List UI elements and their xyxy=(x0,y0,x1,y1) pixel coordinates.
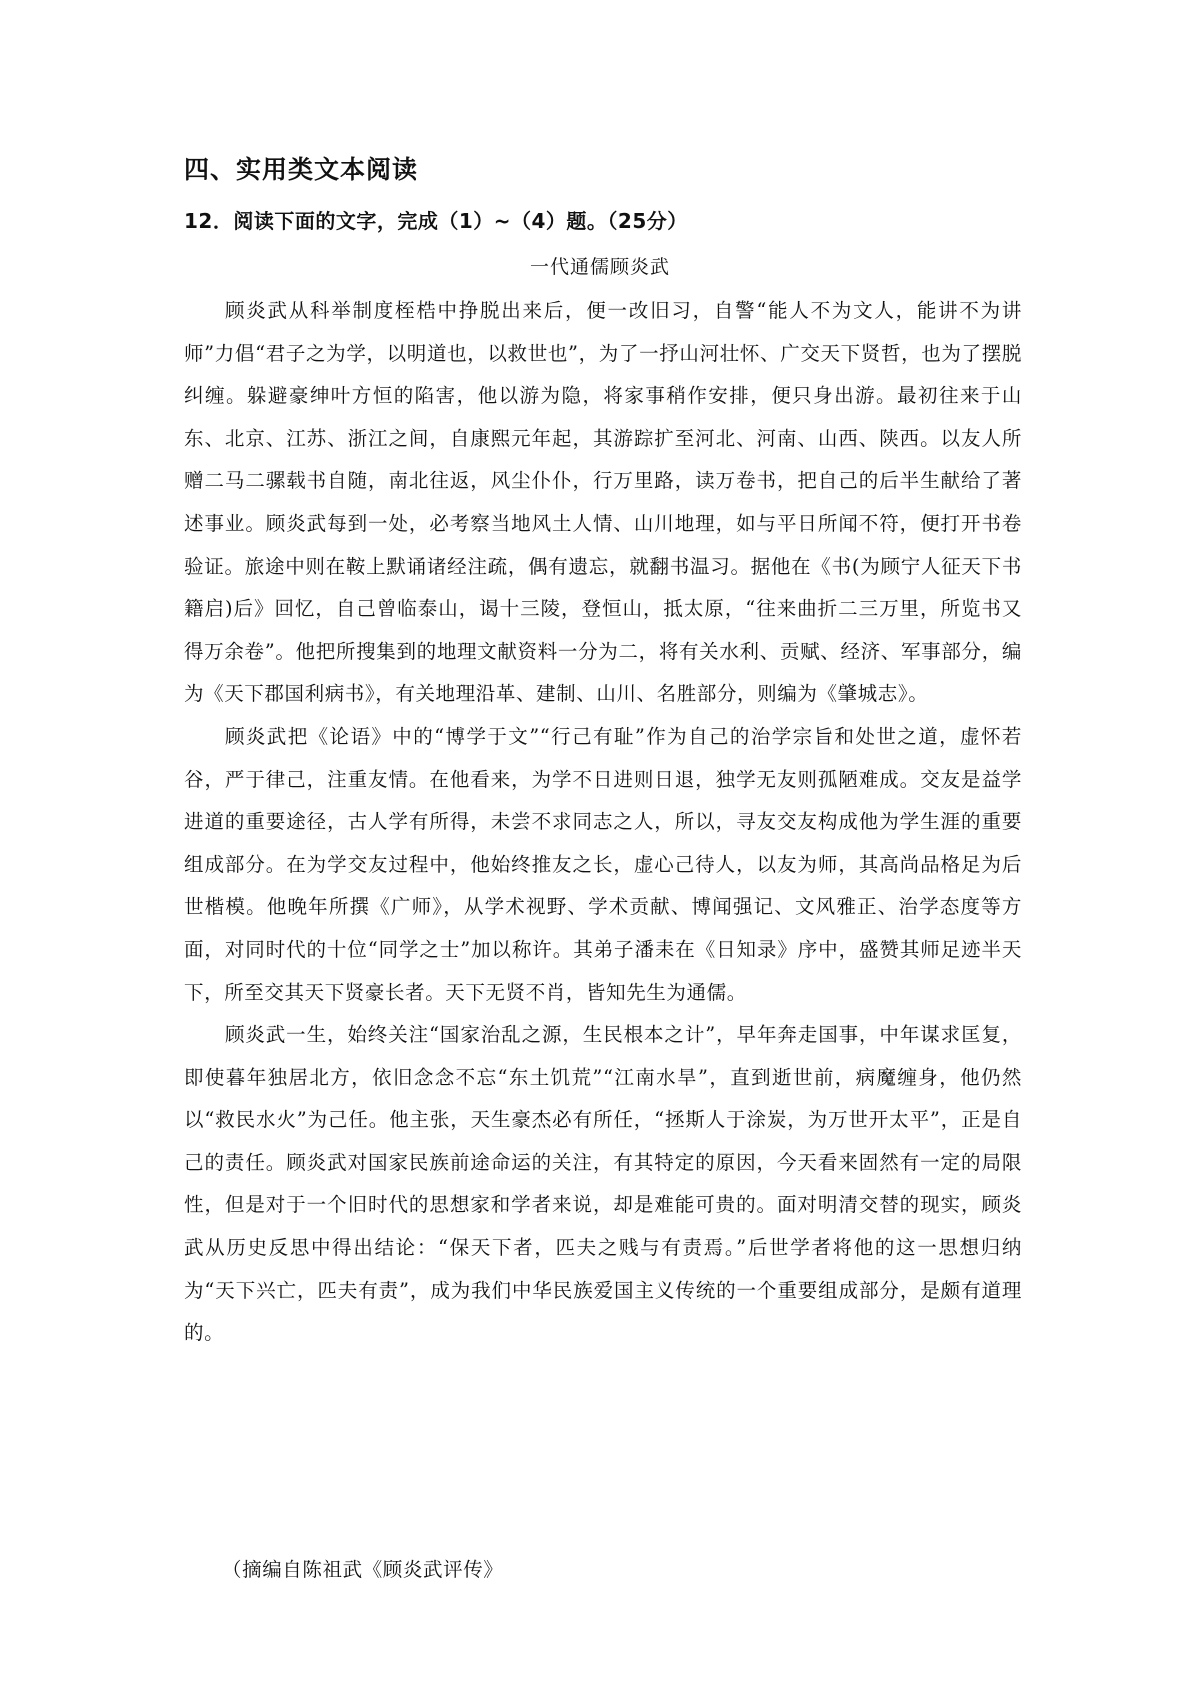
article-body xyxy=(184,290,1022,1355)
article-title: 一代通儒顾炎武 xyxy=(529,256,670,278)
paragraph: 顾炎武把《论语》中的“博学于文”“行己有耻”作为自己的治学宗旨和处世之道，虚怀若谷，严于律己，注重友情。在他看来，为学不日进则日退，独学无友则孤陋难成。交友是益学进道的重要途径，古人学有所得，未尝不求同志之人，所以，寻友交友构成他为学生涯的重要组成部分。在为学交友过程中，他始终推友之长，虚心己待人，以友为师，其高尚品格足为后世楷模。他晚年所撰《广师》，从学术视野、学术贡献、博闻强记、文风雅正、治学态度等方面，对同时代的十位“同学之士”加以称许。其弟子潘耒在《日知录》序中，盛赞其师足迹半天下，所至交其天下贤豪长者。天下无贤不肖，皆知先生为通儒。 xyxy=(184,724,1022,1004)
source-citation: （摘编自陈祖武《顾炎武评传》 xyxy=(222,1558,504,1581)
section-heading: 四、实用类文本阅读 xyxy=(184,155,419,184)
paragraph: 顾炎武从科举制度桎梏中挣脱出来后，便一改旧习，自警“能人不为文人，能讲不为讲师”力倡“君子之为学，以明道也，以救世也”，为了一抒山河壮怀、广交天下贤哲，也为了摆脱纠缠。躲避豪绅叶方恒的陷害，他以游为隐，将家事稍作安排，便只身出游。最初往来于山东、北京、江苏、浙江之间，自康熙元年起，其游踪扩至河北、河南、山西、陕西。以友人所赠二马二骡载书自随，南北往返，风尘仆仆，行万里路，读万卷书，把自己的后半生献给了著述事业。顾炎武每到一处，必考察当地风土人情、山川地理，如与平日所闻不符，便打开书卷验证。旅途中则在鞍上默诵诸经注疏，偶有遗忘，就翻书温习。据他在《书(为顾宁人征天下书籍启)后》回忆，自己曾临泰山，谒十三陵，登恒山，抵太原，“往来曲折二三万里，所览书又得万余卷”。他把所搜集到的地理文献资料一分为二，将有关水利、贡赋、经济、军事部分，编为《天下郡国利病书》，有关地理沿革、建制、山川、名胜部分，则编为《肇城志》。 xyxy=(184,299,1022,706)
paragraph: 顾炎武一生，始终关注“国家治乱之源，生民根本之计”，早年奔走国事，中年谋求匡复，即使暮年独居北方，依旧念念不忘“东土饥荒”“江南水旱”，直到逝世前，病魔缠身，他仍然以“救民水火”为己任。他主张，天生豪杰必有所任，“拯斯人于涂炭，为万世开太平”，正是自己的责任。顾炎武对国家民族前途命运的关注，有其特定的原因，今天看来固然有一定的局限性，但是对于一个旧时代的思想家和学者来说，却是难能可贵的。面对明清交替的现实，顾炎武从历史反思中得出结论：“保天下者，匹夫之贱与有责焉。”后世学者将他的这一思想归纳为“天下兴亡，匹夫有责”，成为我们中华民族爱国主义传统的一个重要组成部分，是颇有道理的。 xyxy=(184,1023,1022,1345)
question-prompt: 12．阅读下面的文字，完成（1）~（4）题。（25分） xyxy=(184,209,688,233)
